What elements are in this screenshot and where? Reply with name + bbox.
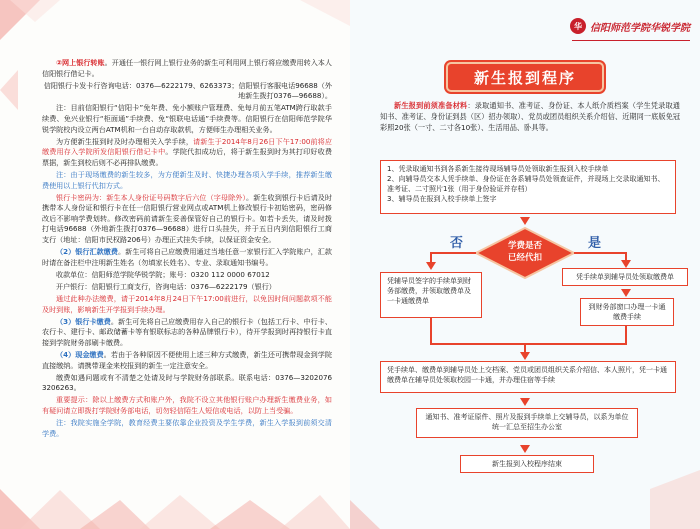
text-run: 通过此种办法缴费，请于2014年8月24日下午17:00前进行，以免因时间问题款项不能及时到账，影响新生开学报到手续办理。 — [42, 293, 332, 314]
page-title-text: 新生报到程序 — [473, 68, 576, 87]
flow-step-3: 3、辅导员在报到入校手续单上签字 — [387, 195, 497, 203]
text-run: （4）现金缴费 — [56, 349, 104, 359]
text-run: 开户银行：信阳银行工商支行，咨询电话：0376—6222179（银行） — [56, 281, 276, 291]
text-run: 缴费如遇问题或有不清楚之处请及时与学院财务部联系。联系电话：0376—3202076 3206263。 — [42, 372, 332, 393]
payment-instructions — [42, 58, 332, 441]
decision-diamond — [475, 227, 575, 279]
decision-line-2: 已经代扣 — [507, 253, 542, 263]
text-run: 。若由于各种原因不便使用上述三种方式缴费，新生还可携带现金到学院直接缴纳。请携带现金来校报到的新生一定注意安全。 — [42, 349, 333, 370]
flow-step-1-3 — [380, 160, 676, 214]
text-run: （3）银行卡缴费 — [56, 316, 111, 326]
paragraph — [42, 58, 332, 79]
flow-step-2: 2、向辅导员交本人凭手续单、身份证在各系辅导员处领查证件，并现场上交录取通知书、准考证、二寸照片1张（用于身份验证并存档） — [387, 175, 665, 193]
flow-step-5 — [416, 408, 638, 438]
no-branch-line — [430, 252, 476, 254]
materials-label: 新生报到前须准备材料 — [394, 101, 468, 110]
paragraph — [42, 247, 332, 268]
logo-underline — [572, 40, 690, 41]
text-run: 银行卡密码为：新生本人身份证号码数字后六位（字母除外） — [56, 192, 247, 202]
paragraph — [42, 294, 332, 315]
no-label: 否 — [450, 236, 464, 251]
paragraph — [42, 373, 332, 394]
flow-step-5-text: 通知书、准考证原件、照片及报到手续单上交辅导员，以系为单位统一汇总至招生办公室 — [425, 413, 629, 431]
paragraph — [42, 193, 332, 246]
materials-text: ：录取通知书、准考证、身份证、本人纸介质档案（学生凭录取通知书、准考证、身份证到县（区）招办领取）、党员或团员组织关系介绍信、近期同一底版免冠彩照20张（一寸、二寸各10张）、生活用品、卧具等。 — [380, 101, 680, 132]
yes-label: 是 — [588, 236, 602, 251]
yes-branch-line — [574, 252, 626, 254]
flow-yes-branch-1 — [562, 268, 688, 286]
arrow-down-icon — [520, 217, 530, 225]
paragraph — [42, 395, 332, 416]
flow-step-1: 1、凭录取通知书到各系新生接待现场辅导员处领取新生报到入校手续单 — [387, 165, 609, 173]
text-run: 。学院代扣成功后，将于新生报到时为其打印好收费票据，新生到校后则不必再排队缴费。 — [42, 147, 333, 167]
merge-line-left — [430, 318, 432, 344]
flow-no-branch — [380, 272, 482, 318]
text-run: 注：我院实施全学院，教育经费主要依靠企业投资及学生学费，新生入学报到前须交清学费。 — [42, 418, 332, 438]
text-run: 信阳银行卡发卡行咨询电话：0376—6222179、6263373；信阳银行客服电话96688（外地新生拨打0376—96688）。 — [43, 80, 332, 101]
text-run: 。开通任一银行网上银行业务的新生可利用网上银行将应缴费用转入本人信阳银行借记卡。 — [42, 58, 332, 78]
materials-paragraph — [380, 100, 680, 133]
text-run: 注：由于现场缴费的新生较多，为方便新生及时、快捷办理各项入学手续，推荐新生缴费使用以上银行代扣方式。 — [42, 169, 332, 190]
text-run: 。新生收到银行卡后请及时携带本人身份证和银行卡在任一信阳银行营业网点或ATM机上修改银行卡初始密码，密码修改后不影响学费划转。修改密码前请新生妥善保管好自己的银行卡。如若卡丢失，请及时拨打电话96688（外地新生拨打0376—96688）进行口头挂失，并于五日内到信阳银行工商支行（地址：信阳市民权路206号）办理正式挂失手续，以保证资金安全。 — [42, 192, 333, 244]
logo-emblem: 华 — [570, 18, 586, 34]
text-run: 收款单位：信阳师范学院华锐学院；账号：0320 112 0000 67012 — [56, 269, 270, 279]
decision-line-1: 学费是否 — [507, 241, 542, 251]
flow-step-6 — [460, 455, 594, 473]
text-run: 。新生可将自己应缴费用通过当地任意一家银行汇入学院账户，汇款时请在备注栏中注明新生姓名（勿填家长姓名）、专业、录取通知书编号。 — [42, 247, 333, 267]
paragraph — [42, 317, 332, 349]
flow-yes-branch-2-text: 到财务部窗口办理一卡通缴费手续 — [588, 303, 666, 321]
paragraph — [42, 103, 332, 135]
text-run: 注：目前信阳银行“信阳卡”免年费、免小额账户管理费、免每月前五笔ATM跨行取款手续费、免兴业银行“柜面通”手续费、免“银联电话通”手续费等。信阳银行在信阳师范学院华锐学院校内设立两台ATM机和一台自动存取款机，方便师生办理相关业务。 — [42, 103, 332, 134]
text-run: （2）银行汇款缴费 — [56, 247, 119, 257]
merge-line — [430, 343, 627, 345]
arrow-down-icon — [520, 398, 530, 406]
page-title — [446, 62, 604, 92]
flow-step-4-text: 凭手续单、缴费单到辅导员处上交档案、党员或团员组织关系介绍信、本人照片，凭一卡通缴费单在辅导员处领取校园一卡通，并办理住宿等手续 — [387, 366, 667, 384]
text-run: 请新生于2014年8月26日下午17:00前将应缴费用存入学院所发信阳银行借记卡中 — [42, 136, 332, 157]
arrow-down-icon — [520, 445, 530, 453]
text-run: 为方便新生报到时及时办理相关入学手续， — [56, 136, 194, 146]
merge-line-right — [625, 326, 627, 344]
text-run: ②网上银行转账 — [56, 58, 105, 67]
paragraph — [42, 170, 332, 191]
right-page — [350, 0, 700, 529]
paragraph — [42, 282, 332, 293]
paragraph — [42, 81, 332, 102]
paragraph — [42, 350, 332, 371]
flow-yes-branch-1-text: 凭手续单到辅导员处领取缴费单 — [576, 273, 674, 281]
arrow-down-icon — [426, 262, 436, 270]
arrow-down-icon — [621, 289, 631, 297]
flow-step-4 — [380, 361, 676, 393]
arrow-down-icon — [520, 352, 530, 360]
arrow-down-icon — [621, 260, 631, 268]
flow-yes-branch-2 — [580, 298, 674, 326]
logo-text: 信阳师范学院华锐学院 — [590, 22, 690, 34]
text-run: 。新生可先将自己应缴费用存入自己的银行卡（包括工行卡、中行卡、农行卡、建行卡、邮政储蓄卡等有银联标志的各种品牌银行卡），待开学报到时再持银行卡直接到学院财务部刷卡缴费。 — [42, 316, 333, 347]
paragraph — [42, 137, 332, 169]
flow-step-6-text: 新生报到入校程序结束 — [492, 460, 562, 468]
text-run: 重要提示：除以上缴费方式和账户外，我院不设立其他银行账户办理新生缴费业务，如有疑问请立即拨打学院财务部电话，切勿轻信陌生人短信或电话，以防上当受骗。 — [42, 395, 332, 415]
paragraph — [42, 270, 332, 281]
flow-no-branch-text: 凭辅导员签字的手续单到财务部缴费，并领取缴费单及一卡通缴费单 — [387, 277, 471, 305]
college-logo — [570, 18, 690, 34]
paragraph — [42, 418, 332, 439]
